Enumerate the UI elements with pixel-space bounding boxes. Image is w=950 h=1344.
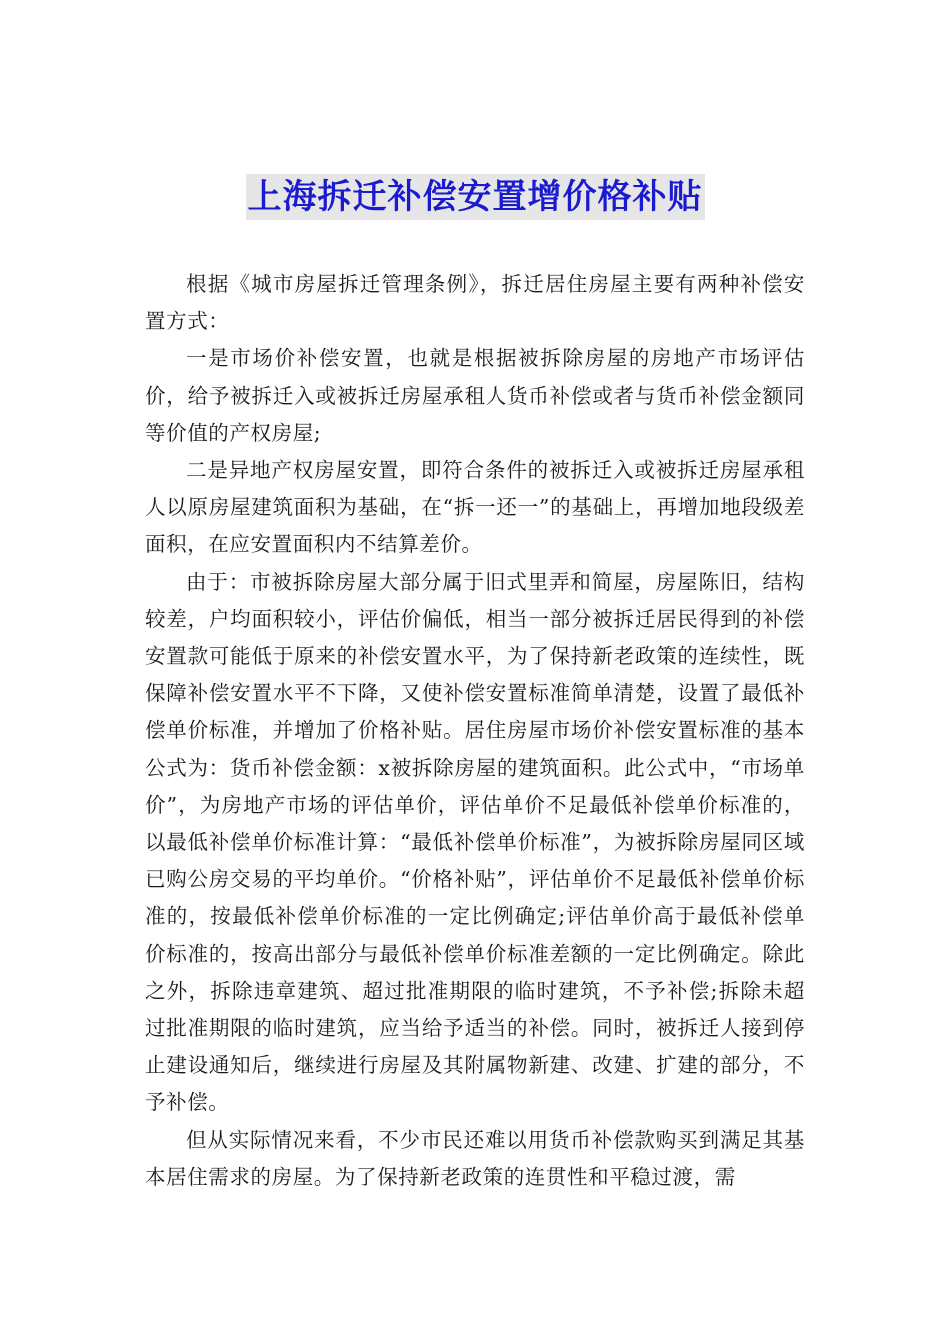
- paragraph-intro: 根据《城市房屋拆迁管理条例》，拆迁居住房屋主要有两种补偿安置方式：: [145, 272, 805, 334]
- title-container: [0, 174, 950, 220]
- document-body: [145, 266, 805, 1196]
- paragraph-method-two: 二是异地产权房屋安置，即符合条件的被拆迁入或被拆迁房屋承租人以原房屋建筑面积为基础，在“拆一还一”的基础上，再增加地段级差面积，在应安置面积内不结算差价。: [145, 458, 805, 557]
- paragraph-reason: 由于：市被拆除房屋大部分属于旧式里弄和简屋，房屋陈旧，结构较差，户均面积较小，评估价偏低，相当一部分被拆迁居民得到的补偿安置款可能低于原来的补偿安置水平，为了保持新老政策的连续性，既保障补偿安置水平不下降，又使补偿安置标准简单清楚，设置了最低补偿单价标准，并增加了价格补贴。居住房屋市场价补偿安置标准的基本公式为：货币补偿金额：x被拆除房屋的建筑面积。此公式中，“市场单价”，为房地产市场的评估单价，评估单价不足最低补偿单价标准的，以最低补偿单价标准计算：“最低补偿单价标准”，为被拆除房屋同区域已购公房交易的平均单价。“价格补贴”，评估单价不足最低补偿单价标准的，按最低补偿单价标准的一定比例确定;评估单价高于最低补偿单价标准的，按高出部分与最低补偿单价标准差额的一定比例确定。除此之外，拆除违章建筑、超过批准期限的临时建筑，不予补偿;拆除未超过批准期限的临时建筑，应当给予适当的补偿。同时，被拆迁人接到停止建设通知后，继续进行房屋及其附属物新建、改建、扩建的部分，不予补偿。: [145, 569, 805, 1115]
- paragraph-reality: 但从实际情况来看，不少市民还难以用货币补偿款购买到满足其基本居住需求的房屋。为了保持新老政策的连贯性和平稳过渡，需: [145, 1127, 805, 1189]
- paragraph-method-one: 一是市场价补偿安置，也就是根据被拆除房屋的房地产市场评估价，给予被拆迁入或被拆迁房屋承租人货币补偿或者与货币补偿金额同等价值的产权房屋;: [145, 346, 805, 445]
- document-title: 上海拆迁补偿安置增价格补贴: [246, 174, 705, 220]
